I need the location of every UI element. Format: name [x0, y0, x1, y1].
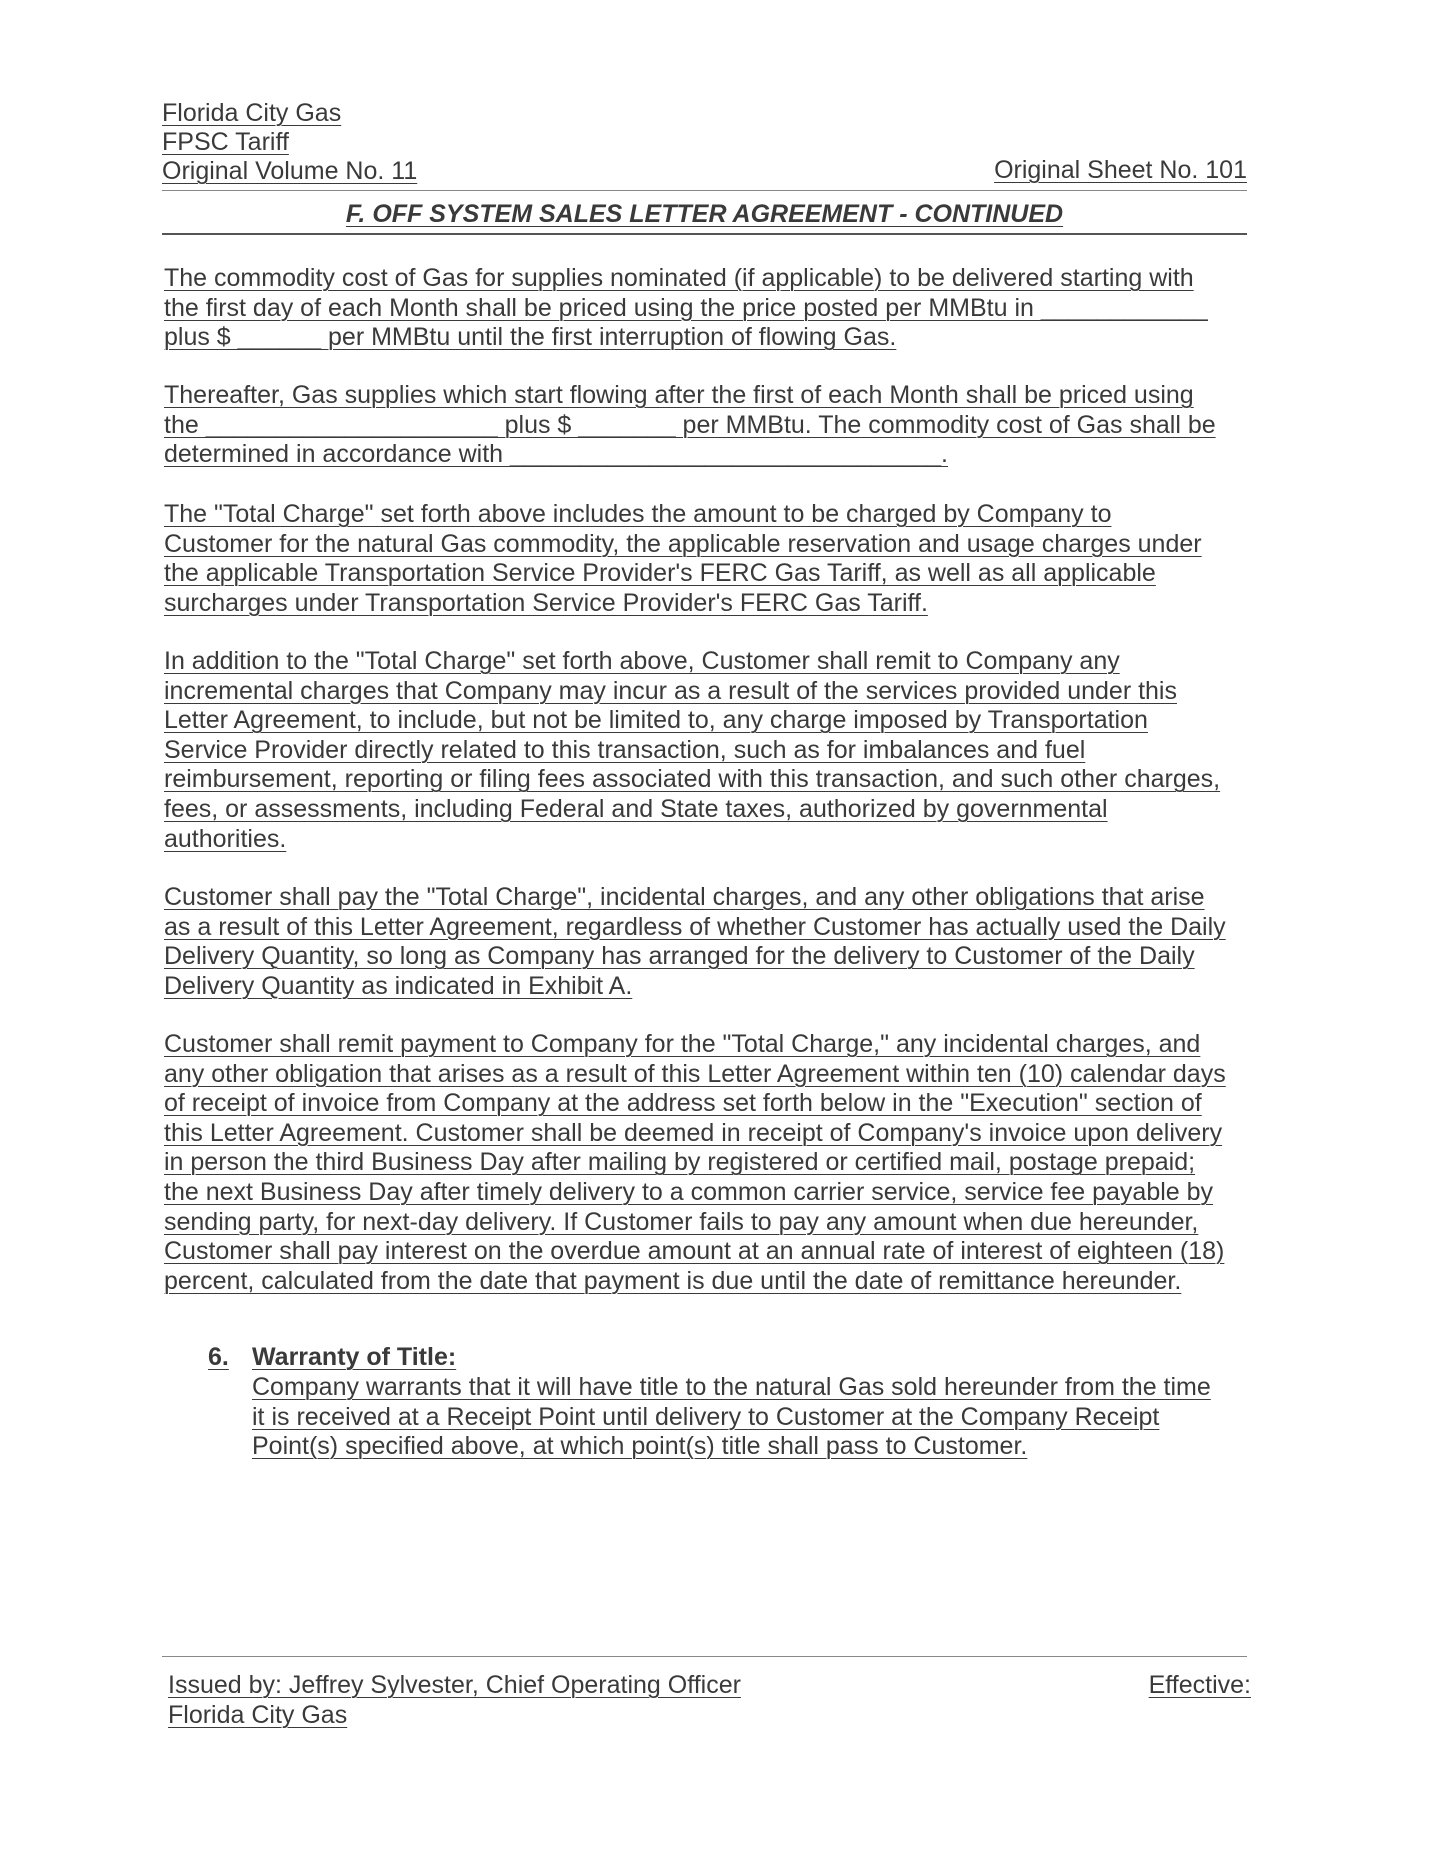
header-tariff: FPSC Tariff — [162, 128, 289, 156]
section-6-number: 6. — [208, 1343, 229, 1371]
page-title: F. OFF SYSTEM SALES LETTER AGREEMENT - CONTINUED — [345, 200, 1064, 228]
paragraph-remit-payment: Customer shall remit payment to Company for the "Total Charge," any incidental charges, and any other obligation that arises as a result of this Letter Agreement within ten (10) calendar days of receipt of invoice from Company at the address set forth below in the "Execution" section of this Letter Agreement. Customer shall be deemed in receipt of Company's invoice upon delivery in person the third Business Day after mailing by registered or certified mail, postage prepaid; the next Business Day after timely delivery to a common carrier service, service fee payable by sending party, for next-day delivery. If Customer fails to pay any amount when due hereunder, Customer shall pay interest on the overdue amount at an annual rate of interest of eighteen (18) percent, calculated from the date that payment is due until the date of remittance hereunder. — [164, 1030, 1226, 1295]
paragraph-customer-pay: Customer shall pay the "Total Charge", incidental charges, and any other obligations that arise as a result of this Letter Agreement, regardless of whether Customer has actually used the Daily Delivery Quantity, so long as Company has arranged for the delivery to Customer of the Daily Delivery Quantity as indicated in Exhibit A. — [164, 883, 1226, 1000]
paragraph-incremental-charges: In addition to the "Total Charge" set forth above, Customer shall remit to Company any incremental charges that Company may incur as a result of the services provided under this Letter Agreement, to include, but not be limited to, any charge imposed by Transportation Service Provider directly related to this transaction, such as for imbalances and fuel reimbursement, reporting or filing fees associated with this transaction, and such other charges, fees, or assessments, including Federal and State taxes, authorized by governmental authorities. — [164, 647, 1221, 853]
footer-issued-by: Issued by: Jeffrey Sylvester, Chief Operating Officer Florida City Gas — [168, 1671, 741, 1729]
section-6-body: Company warrants that it will have title to the natural Gas sold hereunder from the time it is received at a Receipt Point until delivery to Customer at the Company Receipt Point(s) specified above, at which point(s) title shall pass to Customer. — [252, 1373, 1211, 1461]
header-volume: Original Volume No. 11 — [162, 157, 418, 185]
paragraph-thereafter: Thereafter, Gas supplies which start flowing after the first of each Month shall be priced using the _____________________ plus $ _______ per MMBtu. The commodity cost of Gas shall be determined in accordance with _______________________________. — [164, 381, 1216, 469]
paragraph-commodity-cost: The commodity cost of Gas for supplies nominated (if applicable) to be delivered starting with the first day of each Month shall be priced using the price posted per MMBtu in ____________ plus $ ______ per MMBtu until the first interruption of flowing Gas. — [164, 264, 1208, 352]
header-company: Florida City Gas — [162, 99, 342, 127]
paragraph-total-charge: The "Total Charge" set forth above includes the amount to be charged by Company to Customer for the natural Gas commodity, the applicable reservation and usage charges under the applicable Transportation Service Provider's FERC Gas Tariff, as well as all applicable surcharges under Transportation Service Provider's FERC Gas Tariff. — [164, 500, 1202, 617]
title-divider — [162, 233, 1247, 235]
section-6-heading — [208, 1342, 456, 1372]
footer-effective: Effective: — [1148, 1671, 1251, 1699]
section-6-title: Warranty of Title: — [252, 1343, 457, 1371]
footer-divider — [162, 1656, 1247, 1657]
header-sheet-number: Original Sheet No. 101 — [994, 156, 1247, 184]
header-divider — [162, 190, 1247, 191]
